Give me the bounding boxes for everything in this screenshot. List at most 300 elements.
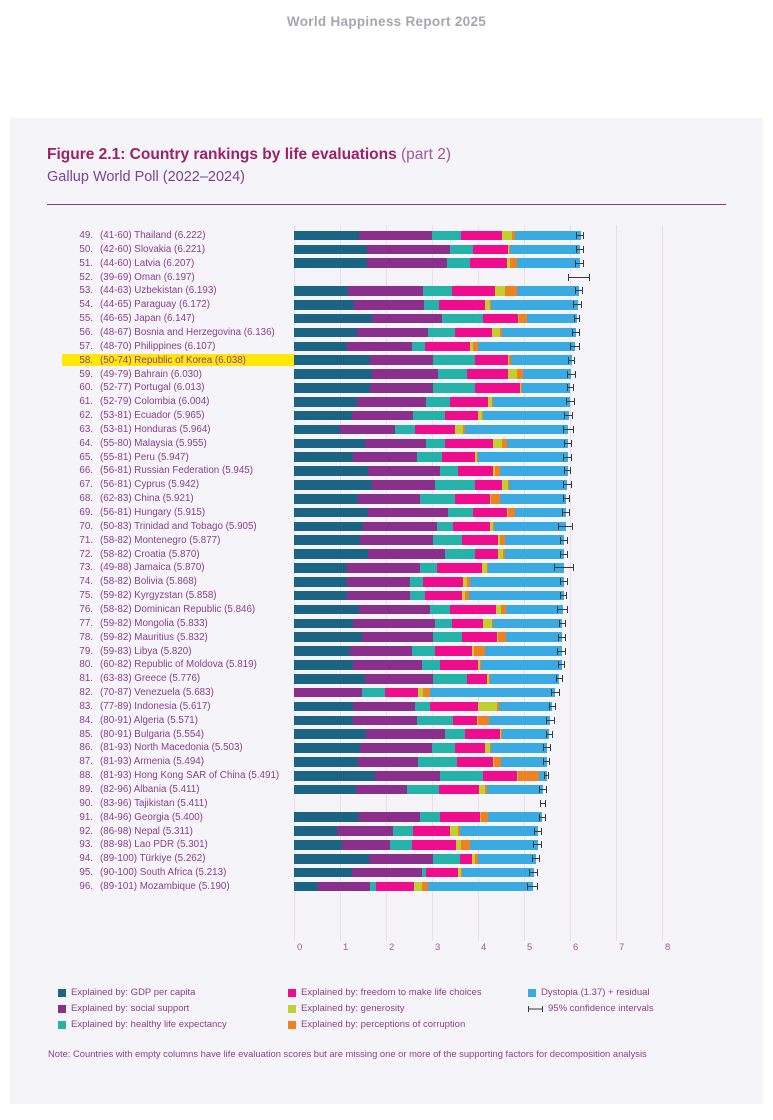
ci-whisker — [576, 246, 584, 253]
country-row — [10, 243, 763, 257]
bar-stack — [294, 452, 568, 462]
bar-segment-gdp — [294, 480, 372, 490]
bar-segment-dystopia-residual — [499, 702, 552, 712]
ci-whisker — [564, 467, 571, 474]
bar-segment-freedom — [475, 383, 520, 393]
country-rank: 74. — [79, 576, 93, 588]
ci-whisker — [559, 620, 565, 627]
country-row — [10, 852, 763, 866]
bar-segment-healthy-life — [423, 286, 452, 296]
bar-segment-corruption — [505, 286, 517, 296]
bar-segment-social-support — [367, 245, 450, 255]
country-rank: 49. — [79, 230, 93, 241]
bar-segment-generosity — [450, 826, 458, 836]
country-label: (44-65) Paraguay (6.172) — [100, 299, 211, 311]
figure-card — [10, 118, 763, 1104]
country-label: (81-93) Armenia (5.494) — [100, 756, 205, 768]
bar-stack — [294, 674, 559, 684]
axis-tick-label: 5 — [527, 942, 533, 953]
country-label: (58-82) Bolivia (5.868) — [100, 576, 197, 588]
bar-segment-healthy-life — [435, 480, 475, 490]
bar-segment-freedom — [458, 466, 493, 476]
bar-stack — [294, 522, 566, 532]
bar-stack — [294, 577, 564, 587]
bar-segment-social-support — [370, 383, 433, 393]
axis-tick-label: 1 — [343, 942, 349, 953]
country-row — [10, 548, 763, 562]
bar-stack — [294, 258, 580, 268]
bar-segment-freedom — [465, 729, 500, 739]
bar-segment-dystopia-residual — [510, 245, 580, 255]
bar-segment-healthy-life — [447, 258, 470, 268]
ci-whisker — [560, 537, 568, 544]
bar-segment-freedom — [470, 258, 507, 268]
bar-stack — [294, 480, 567, 490]
country-label: (50-83) Trinidad and Tobago (5.905) — [100, 520, 257, 532]
bar-segment-gdp — [294, 355, 370, 365]
country-label: (77-89) Indonesia (5.617) — [100, 700, 211, 712]
legend-swatch — [288, 1005, 296, 1013]
bar-segment-social-support — [360, 535, 433, 545]
bar-segment-healthy-life — [438, 369, 467, 379]
bar-stack — [294, 466, 568, 476]
bar-segment-freedom — [445, 439, 493, 449]
bar-segment-gdp — [294, 591, 347, 601]
bar-segment-social-support — [347, 591, 410, 601]
bar-segment-freedom — [461, 231, 503, 241]
bar-segment-dystopia-residual — [501, 757, 547, 767]
country-label: (89-100) Türkiye (5.262) — [100, 853, 206, 865]
bar-segment-social-support — [353, 452, 417, 462]
bar-segment-freedom — [385, 688, 418, 698]
bar-segment-dystopia-residual — [502, 729, 549, 739]
country-label: (53-81) Ecuador (5.965) — [100, 410, 205, 422]
bar-segment-social-support — [375, 771, 440, 781]
bar-segment-dystopia-residual — [481, 660, 562, 670]
bar-stack — [294, 646, 562, 656]
bar-segment-healthy-life — [433, 355, 475, 365]
bar-segment-dystopia-residual — [491, 300, 577, 310]
country-label: (39-69) Oman (6.197) — [100, 271, 195, 283]
bar-segment-corruption — [498, 632, 506, 642]
chart — [10, 118, 763, 1104]
country-label: (53-81) Honduras (5.964) — [100, 423, 211, 435]
bar-segment-freedom — [450, 605, 496, 615]
bar-segment-freedom — [440, 660, 478, 670]
figure-note: Note: Countries with empty columns have life evaluation scores but are missing one or more of the supporting factors for decomposition analysis — [48, 1048, 647, 1059]
country-rank: 80. — [79, 659, 93, 671]
bar-segment-freedom — [452, 286, 495, 296]
country-row — [10, 409, 763, 423]
bar-stack — [294, 314, 577, 324]
bar-segment-generosity — [455, 425, 463, 435]
country-label: (55-81) Peru (5.947) — [100, 451, 189, 463]
bar-segment-dystopia-residual — [505, 549, 564, 559]
country-label: (90-100) South Africa (5.213) — [100, 867, 227, 879]
ci-whisker — [534, 828, 542, 835]
country-label: (81-93) Hong Kong SAR of China (5.491) — [100, 770, 280, 782]
bar-segment-healthy-life — [410, 577, 423, 587]
bar-stack — [294, 605, 563, 615]
bar-stack — [294, 882, 533, 892]
country-label: (56-81) Hungary (5.915) — [100, 507, 206, 518]
bar-segment-healthy-life — [410, 591, 425, 601]
country-row — [10, 354, 763, 368]
country-rank: 96. — [79, 880, 93, 892]
country-rank: 79. — [79, 645, 93, 657]
bar-segment-social-support — [368, 549, 445, 559]
bar-segment-social-support — [359, 812, 420, 822]
bar-segment-healthy-life — [433, 383, 475, 393]
bar-stack — [294, 688, 555, 698]
bar-segment-freedom — [437, 563, 482, 573]
country-rank: 89. — [79, 784, 93, 795]
bar-segment-dystopia-residual — [500, 466, 568, 476]
bar-segment-gdp — [294, 452, 353, 462]
bar-stack — [294, 494, 566, 504]
bar-segment-social-support — [365, 674, 433, 684]
bar-segment-healthy-life — [407, 785, 439, 795]
bar-segment-freedom — [473, 245, 508, 255]
bar-segment-corruption — [481, 812, 488, 822]
bar-segment-healthy-life — [417, 716, 453, 726]
ci-whisker — [575, 260, 583, 267]
bar-segment-healthy-life — [435, 619, 452, 629]
country-label: (58-82) Dominican Republic (5.846) — [100, 603, 256, 615]
bar-segment-social-support — [347, 563, 420, 573]
ci-whisker — [562, 509, 569, 516]
axis-tick-label: 2 — [389, 942, 395, 953]
country-label: (48-67) Bosnia and Herzegovina (6.136) — [100, 326, 275, 338]
bar-segment-social-support — [367, 258, 447, 268]
bar-segment-dystopia-residual — [478, 452, 568, 462]
ci-whisker — [549, 703, 556, 710]
ci-whisker — [557, 648, 566, 655]
bar-segment-corruption — [519, 314, 527, 324]
country-rank: 88. — [79, 770, 93, 782]
bar-segment-dystopia-residual — [506, 632, 562, 642]
bar-segment-healthy-life — [433, 674, 467, 684]
bar-segment-dystopia-residual — [489, 716, 551, 726]
bar-segment-gdp — [294, 522, 363, 532]
bar-segment-social-support — [342, 840, 390, 850]
bar-segment-social-support — [347, 342, 412, 352]
country-row — [10, 783, 763, 797]
ci-whisker — [572, 329, 580, 336]
bar-segment-social-support — [369, 854, 434, 864]
bar-segment-freedom — [467, 674, 487, 684]
country-rank: 53. — [79, 285, 93, 297]
country-rank: 86. — [79, 742, 93, 754]
bar-stack — [294, 369, 571, 379]
bar-segment-gdp — [294, 508, 368, 518]
country-label: (88-98) Lao PDR (5.301) — [100, 839, 208, 851]
bar-segment-gdp — [294, 314, 372, 324]
axis-tick-label: 6 — [573, 942, 579, 953]
ci-whisker — [563, 495, 570, 502]
bar-segment-social-support — [362, 632, 433, 642]
ci-whisker — [529, 869, 538, 876]
bar-segment-dystopia-residual — [428, 882, 532, 892]
country-row — [10, 728, 763, 742]
bar-segment-dystopia-residual — [430, 688, 555, 698]
bar-stack — [294, 549, 564, 559]
bar-segment-gdp — [294, 605, 359, 615]
bar-segment-freedom — [453, 716, 477, 726]
country-rank: 61. — [79, 396, 93, 408]
bar-stack — [294, 411, 569, 421]
bar-segment-freedom — [462, 632, 497, 642]
bar-segment-social-support — [372, 369, 438, 379]
country-rank: 75. — [79, 590, 93, 602]
bar-segment-social-support — [353, 619, 435, 629]
bar-segment-freedom — [450, 397, 488, 407]
bar-segment-freedom — [426, 868, 458, 878]
country-row — [10, 423, 763, 437]
country-row — [10, 686, 763, 700]
bar-segment-corruption — [423, 688, 430, 698]
bar-segment-gdp — [294, 328, 357, 338]
legend-label: 95% confidence intervals — [548, 1003, 654, 1014]
bar-segment-social-support — [363, 522, 437, 532]
bar-stack — [294, 286, 579, 296]
country-row — [10, 271, 763, 285]
bar-segment-healthy-life — [445, 729, 465, 739]
bar-segment-freedom — [440, 812, 480, 822]
country-row — [10, 326, 763, 340]
bar-segment-dystopia-residual — [494, 522, 566, 532]
bar-segment-social-support — [368, 508, 448, 518]
bar-segment-healthy-life — [412, 342, 425, 352]
country-label: (80-91) Algeria (5.571) — [100, 714, 199, 726]
country-row — [10, 520, 763, 534]
ci-whisker — [566, 398, 575, 405]
bar-stack — [294, 743, 547, 753]
country-label: (44-63) Uzbekistan (6.193) — [100, 285, 217, 297]
country-label: (59-82) Mauritius (5.832) — [100, 631, 208, 643]
bar-segment-gdp — [294, 632, 362, 642]
bar-segment-freedom — [413, 826, 450, 836]
bar-stack — [294, 826, 538, 836]
bar-segment-gdp — [294, 771, 375, 781]
bar-segment-freedom — [455, 328, 492, 338]
bar-stack — [294, 231, 581, 241]
bar-segment-freedom — [423, 577, 463, 587]
bar-segment-gdp — [294, 411, 352, 421]
ci-whisker — [563, 426, 574, 433]
bar-segment-freedom — [376, 882, 414, 892]
figure-subtitle: Gallup World Poll (2022–2024) — [47, 169, 246, 185]
ci-whisker — [558, 523, 574, 530]
country-row — [10, 838, 763, 852]
bar-stack — [294, 383, 570, 393]
country-row — [10, 368, 763, 382]
ci-whisker — [574, 315, 580, 322]
bar-segment-freedom — [425, 591, 462, 601]
bar-segment-social-support — [350, 646, 412, 656]
country-row — [10, 395, 763, 409]
bar-segment-gdp — [294, 563, 347, 573]
country-rank: 73. — [79, 562, 93, 574]
bar-segment-dystopia-residual — [490, 674, 559, 684]
bar-segment-social-support — [359, 231, 433, 241]
bar-segment-gdp — [294, 646, 350, 656]
ci-whisker — [533, 841, 542, 848]
country-label: (46-65) Japan (6.147) — [100, 313, 195, 325]
bar-stack — [294, 342, 575, 352]
bar-segment-gdp — [294, 231, 359, 241]
country-row — [10, 561, 763, 575]
country-row — [10, 700, 763, 714]
country-row — [10, 534, 763, 548]
bar-segment-dystopia-residual — [491, 743, 547, 753]
country-rank: 92. — [79, 825, 93, 837]
ci-whisker — [560, 578, 568, 585]
ci-whisker — [563, 454, 571, 461]
country-rank: 87. — [79, 756, 93, 768]
bar-segment-freedom — [473, 508, 507, 518]
bar-segment-dystopia-residual — [500, 494, 566, 504]
country-row — [10, 672, 763, 686]
country-row — [10, 658, 763, 672]
bar-segment-healthy-life — [432, 231, 460, 241]
country-row — [10, 298, 763, 312]
axis-tick-label: 7 — [619, 942, 625, 953]
bar-segment-gdp — [294, 702, 353, 712]
ci-whisker — [568, 357, 575, 364]
bar-segment-social-support — [372, 314, 442, 324]
bar-segment-freedom — [462, 535, 498, 545]
bar-segment-dystopia-residual — [511, 355, 572, 365]
country-rank: 95. — [79, 867, 93, 879]
country-rank: 67. — [79, 479, 93, 491]
bar-segment-gdp — [294, 425, 340, 435]
country-rank: 71. — [79, 534, 93, 546]
country-label: (48-70) Philippines (6.107) — [100, 340, 216, 352]
country-rank: 54. — [79, 299, 93, 311]
country-label: (49-88) Jamaica (5.870) — [100, 562, 205, 574]
country-row — [10, 741, 763, 755]
country-label: (55-80) Malaysia (5.955) — [100, 437, 207, 449]
bar-segment-healthy-life — [415, 702, 430, 712]
bar-segment-corruption — [461, 840, 470, 850]
bar-segment-freedom — [457, 757, 493, 767]
bar-segment-gdp — [294, 466, 368, 476]
legend-label: Explained by: generosity — [301, 1003, 405, 1014]
bar-segment-dystopia-residual — [522, 383, 570, 393]
bar-segment-freedom — [415, 425, 455, 435]
country-row — [10, 755, 763, 769]
country-label: (60-82) Republic of Moldova (5.819) — [100, 659, 257, 671]
bar-segment-corruption — [494, 757, 501, 767]
legend-swatch — [288, 989, 296, 997]
ci-whisker — [543, 744, 551, 751]
bar-segment-freedom — [442, 452, 475, 462]
bar-segment-healthy-life — [412, 646, 435, 656]
bar-segment-healthy-life — [442, 314, 483, 324]
bar-segment-freedom — [425, 342, 470, 352]
ci-whisker-icon — [528, 1006, 543, 1012]
bar-segment-freedom — [455, 494, 490, 504]
bar-segment-freedom — [439, 785, 479, 795]
bar-segment-gdp — [294, 812, 359, 822]
bar-segment-social-support — [366, 729, 445, 739]
bar-segment-generosity — [508, 369, 517, 379]
bar-segment-dystopia-residual — [485, 646, 562, 656]
country-label: (63-83) Greece (5.776) — [100, 673, 201, 685]
bar-segment-freedom — [445, 411, 479, 421]
bar-stack — [294, 535, 564, 545]
bar-stack — [294, 702, 552, 712]
bar-segment-dystopia-residual — [515, 231, 580, 241]
bar-segment-social-support — [370, 355, 433, 365]
ci-whisker — [558, 661, 565, 668]
country-label: (52-79) Colombia (6.004) — [100, 396, 210, 408]
country-row — [10, 464, 763, 478]
bar-segment-gdp — [294, 826, 337, 836]
bar-segment-healthy-life — [413, 411, 445, 421]
bar-stack — [294, 632, 562, 642]
country-row — [10, 603, 763, 617]
bar-stack — [294, 716, 550, 726]
bar-segment-generosity — [483, 619, 492, 629]
bar-segment-gdp — [294, 840, 342, 850]
country-label: (80-91) Bulgaria (5.554) — [100, 728, 205, 740]
bar-segment-healthy-life — [440, 466, 458, 476]
country-rank: 72. — [79, 548, 93, 560]
bar-segment-dystopia-residual — [505, 535, 565, 545]
ci-whisker — [573, 301, 582, 308]
country-label: (82-96) Albania (5.411) — [100, 784, 200, 795]
country-row — [10, 769, 763, 783]
bar-segment-healthy-life — [420, 563, 437, 573]
country-label: (83-96) Tajikistan (5.411) — [100, 797, 208, 809]
bar-segment-corruption — [491, 494, 500, 504]
bar-segment-dystopia-residual — [507, 439, 568, 449]
ci-whisker — [564, 412, 572, 419]
bar-segment-gdp — [294, 245, 367, 255]
ci-whisker — [546, 717, 555, 724]
bar-segment-healthy-life — [433, 535, 462, 545]
bar-segment-gdp — [294, 854, 369, 864]
bar-stack — [294, 591, 564, 601]
country-row — [10, 381, 763, 395]
bar-segment-social-support — [356, 785, 407, 795]
ci-whisker — [539, 786, 547, 793]
bar-segment-dystopia-residual — [488, 812, 542, 822]
bar-segment-freedom — [467, 369, 508, 379]
country-row — [10, 506, 763, 520]
ci-whisker — [575, 287, 582, 294]
ci-whisker — [570, 343, 579, 350]
country-rank: 77. — [79, 617, 93, 629]
bar-segment-healthy-life — [450, 245, 473, 255]
bar-stack — [294, 771, 547, 781]
country-rank: 90. — [79, 797, 93, 809]
country-rank: 50. — [79, 243, 93, 255]
bar-segment-social-support — [347, 577, 410, 587]
bar-segment-dystopia-residual — [469, 591, 563, 601]
ci-whisker — [576, 232, 584, 239]
country-row — [10, 797, 763, 811]
bar-segment-healthy-life — [433, 632, 462, 642]
bar-segment-healthy-life — [445, 549, 475, 559]
bar-segment-generosity — [414, 882, 422, 892]
country-label: (49-79) Bahrain (6.030) — [100, 368, 202, 380]
legend-label: Explained by: perceptions of corruption — [301, 1019, 466, 1030]
bar-stack — [294, 355, 572, 365]
bar-segment-dystopia-residual — [515, 508, 567, 518]
